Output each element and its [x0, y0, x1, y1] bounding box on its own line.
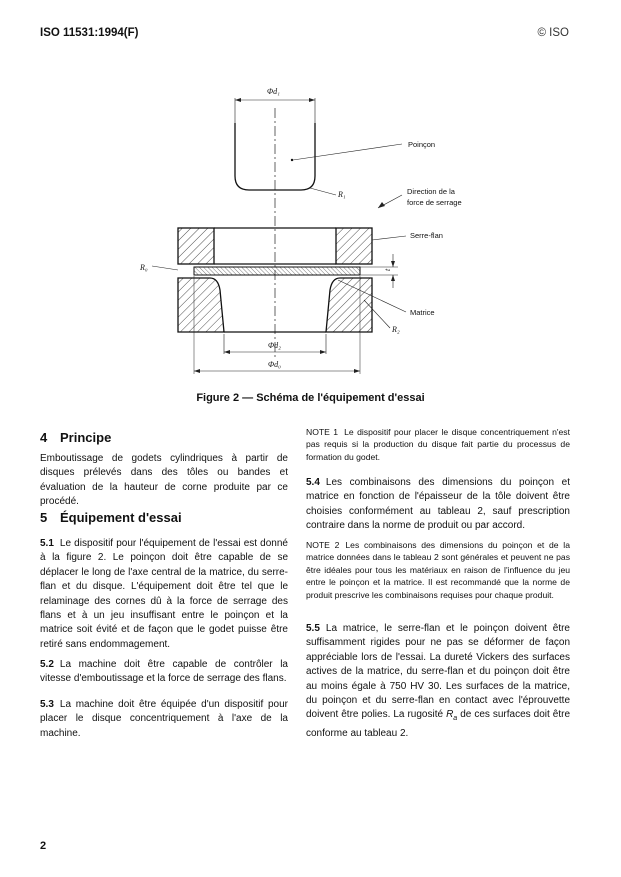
punch-label: Poinçon	[408, 140, 436, 149]
note-2: NOTE 2 Les combinaisons des dimensions du poinçon et de la matrice données dans le tableau 2 sont générales et peuvent ne pas être idéales pour tous les matériaux en raison de l'influence du jeu entre le poinçon et la matrice. Il est recommandé que la norme de produit prescrive les combinaisons requises pour chaque produit.	[306, 540, 571, 600]
paragraph-5-1: 5.1 Le dispositif pour l'équipement de l'essai est donné à la figure 2. Le poinçon doit être capable de se déplacer le long de l'axe central de la matrice, du serre-flan et du disque. L'équipement doit être tel que le relaminage des cornes dû à la force de serrage des flans et à un jeu insuffisant entre le poinçon et la matrice soit évité et de façon que le godet puisse être retiré sans endommagement.	[40, 538, 288, 650]
note-1: NOTE 1 Le dispositif pour placer le disque concentriquement n'est pas requis si la production du disque fait partie du processus de formation du godet.	[306, 427, 570, 462]
paragraph-5-5: 5.5 La matrice, le serre-flan et le poinçon doivent être suffisamment rigides pour ne pas se déformer de façon appréciable lors de l'essai. La dureté Vickers des surfaces actives de la matrice, du serre-flan et du poinçon doit être au moins égale à 750 HV 30. Les surfaces de la matrice, du poinçon et du serre-flan en contact avec l'éprouvette doivent être polies. La rugosité $R_a$ de ces surfaces doit être conforme au tableau 2.	[306, 623, 571, 739]
r2-label: R₂	[392, 325, 400, 334]
page-number: 2	[40, 840, 47, 852]
blank-sheet	[194, 267, 360, 275]
section-4-heading: 4 Principe	[40, 430, 112, 445]
section-4-text: Emboutissage de godets cylindriques à partir de disques prélevés dans des tôles ou bandes et évaluation de la hauteur de corne produite par ce procédé.	[40, 453, 288, 508]
blank-holder-right	[336, 228, 372, 264]
blank-holder-label: Serre-flan	[410, 231, 443, 240]
paragraph-5-4: 5.4 Les combinaisons des dimensions du poinçon et matrice en fonction de l'épaisseur de la tôle doivent être choisies conformément au tableau 2, sauf prescription contraire dans la norme de produit ou par accord.	[306, 477, 570, 532]
r1-label: R₁	[338, 190, 346, 199]
d0-label: Φd₀	[268, 360, 281, 369]
die-label: Matrice	[410, 308, 435, 317]
thickness-label: t	[383, 268, 392, 271]
section-5-heading: 5 Équipement d'essai	[40, 510, 182, 525]
paragraph-5-3: 5.3 La machine doit être équipée d'un dispositif pour placer le disque concentriquement à l'axe de la machine.	[40, 699, 288, 739]
die-left	[178, 278, 224, 332]
paragraph-5-2: 5.2 La machine doit être capable de contrôler la vitesse d'emboutissage et la force de serrage des flans.	[40, 659, 288, 685]
clamp-direction-label-2: force de serrage	[407, 198, 462, 207]
document-id: ISO 11531:1994(F)	[40, 27, 139, 39]
copyright: © ISO	[537, 27, 569, 39]
clamp-direction-label-1: Direction de la	[407, 187, 455, 196]
die-right	[326, 278, 372, 332]
test-equipment-figure	[120, 78, 500, 378]
figure-caption: Figure 2 — Schéma de l'équipement d'essai	[196, 392, 425, 404]
blank-holder-left	[178, 228, 214, 264]
r0-label: R₀	[140, 263, 148, 272]
d1-label: Φd₁	[267, 87, 280, 96]
d2-label: Φd₂	[268, 341, 281, 350]
